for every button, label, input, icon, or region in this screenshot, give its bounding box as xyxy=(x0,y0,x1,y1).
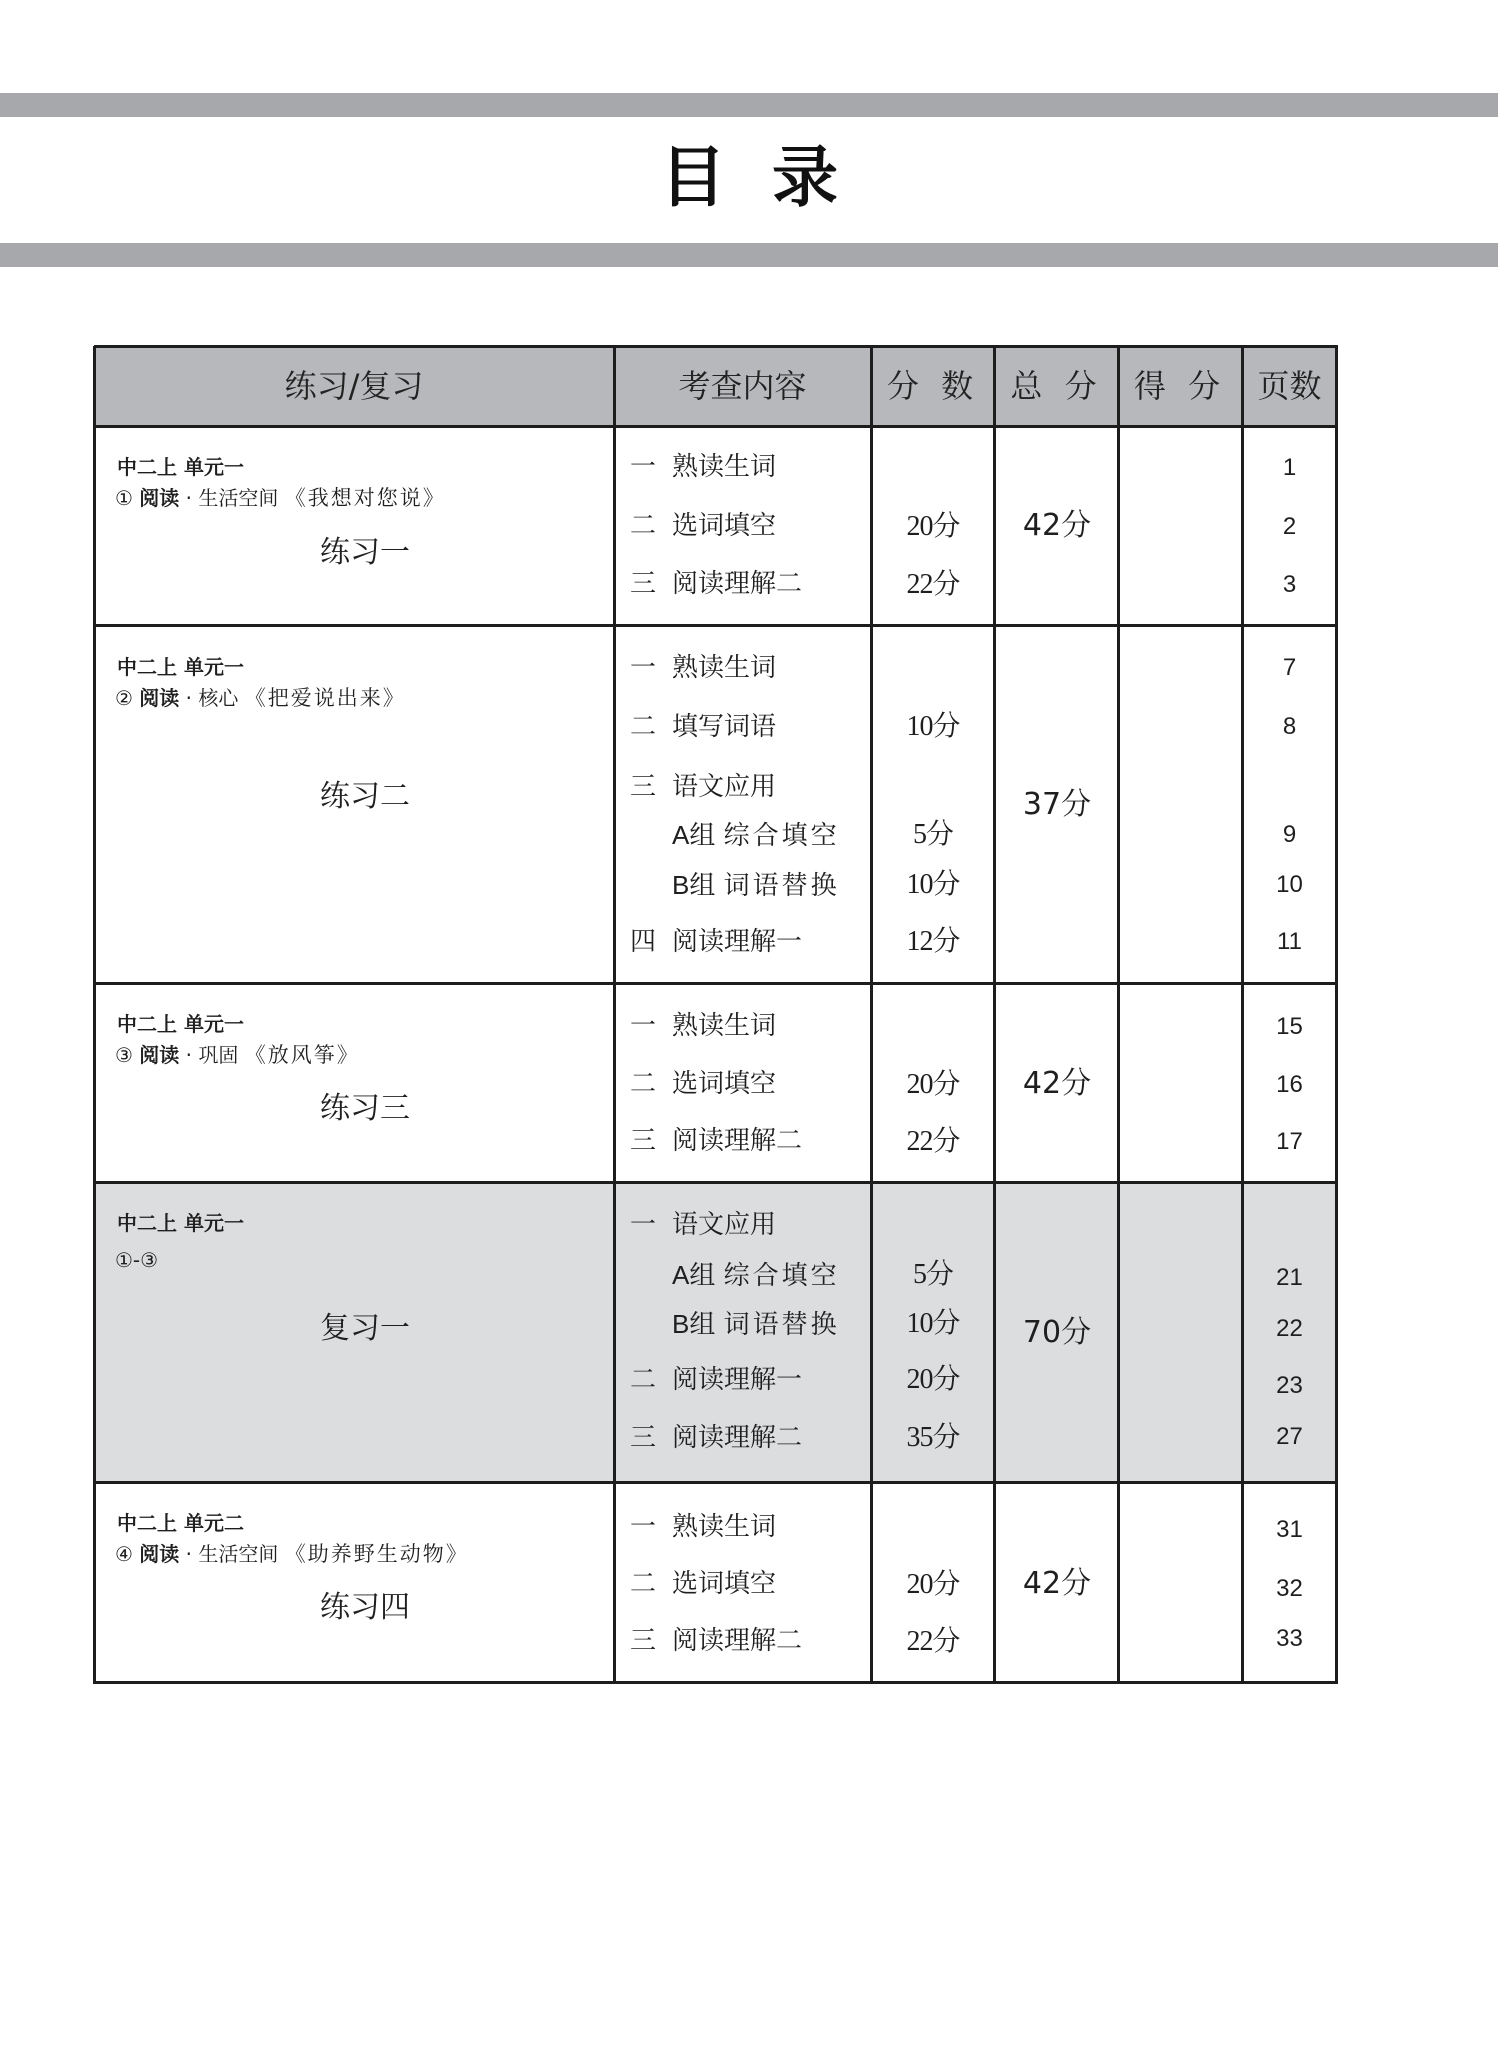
page-number[interactable]: 8 xyxy=(1282,713,1297,740)
table-border-top xyxy=(94,345,1338,348)
page-number[interactable]: 3 xyxy=(1282,571,1297,598)
lesson-category: 巩固 xyxy=(198,1043,239,1067)
lesson-number: ③ xyxy=(115,1043,133,1067)
content-subitem: A组 综合填空 xyxy=(672,1260,840,1291)
content-item: 三 阅读理解二 xyxy=(630,1126,803,1156)
earned-score-field[interactable] xyxy=(1121,1186,1241,1482)
total-score: 42分 xyxy=(1022,1066,1092,1101)
lesson-type: 阅读 xyxy=(139,486,180,510)
page-number[interactable]: 7 xyxy=(1282,654,1297,681)
item-score: 20分 xyxy=(906,1364,960,1395)
row-lesson xyxy=(115,1043,360,1067)
content-item: 二 选词填空 xyxy=(630,511,777,541)
top-band xyxy=(0,93,1498,117)
lesson-number: ④ xyxy=(115,1542,133,1566)
header-earned: 得 分 xyxy=(1133,367,1227,405)
item-score: 20分 xyxy=(906,511,960,542)
page-number[interactable]: 1 xyxy=(1282,454,1297,481)
lesson-number: ① xyxy=(115,486,133,510)
item-score: 12分 xyxy=(906,926,960,957)
page-title: 目录 xyxy=(660,139,884,216)
lesson-category: 生活空间 xyxy=(198,1542,279,1566)
page-number[interactable]: 32 xyxy=(1276,1575,1303,1602)
page-number[interactable]: 21 xyxy=(1276,1264,1303,1291)
page-number[interactable]: 31 xyxy=(1276,1516,1303,1543)
item-score: 20分 xyxy=(906,1069,960,1100)
content-item: 一 熟读生词 xyxy=(630,1512,777,1542)
row-divider xyxy=(94,425,1338,428)
item-score: 10分 xyxy=(906,1308,960,1339)
page-number[interactable]: 10 xyxy=(1276,871,1303,898)
column-divider xyxy=(613,346,616,1684)
column-divider xyxy=(1117,346,1120,1684)
item-score: 20分 xyxy=(906,1569,960,1600)
item-score: 10分 xyxy=(906,711,960,742)
exercise-title[interactable]: 练习一 xyxy=(320,535,410,570)
content-item: 二 选词填空 xyxy=(630,1069,777,1099)
lesson-number: ② xyxy=(115,686,133,710)
row-unit: 中二上 单元一 xyxy=(117,1211,244,1235)
page-number[interactable]: 16 xyxy=(1276,1071,1303,1098)
content-subitem: A组 综合填空 xyxy=(672,820,840,851)
page-number[interactable]: 23 xyxy=(1276,1372,1303,1399)
content-item: 一 熟读生词 xyxy=(630,1011,777,1041)
separator: · xyxy=(185,1043,193,1067)
page-number[interactable]: 27 xyxy=(1276,1423,1303,1450)
item-score: 5分 xyxy=(912,819,953,850)
content-item: 一 熟读生词 xyxy=(630,653,777,683)
earned-score-field[interactable] xyxy=(1121,1486,1241,1682)
table-border-bottom xyxy=(94,1681,1338,1684)
lesson-text-title: 《把爱说出来》 xyxy=(244,686,406,710)
lesson-type: 阅读 xyxy=(139,686,180,710)
content-subitem: B组 词语替换 xyxy=(672,870,840,901)
separator: · xyxy=(185,486,193,510)
lesson-category: 核心 xyxy=(198,686,239,710)
item-score: 22分 xyxy=(906,1626,960,1657)
header-total: 总 分 xyxy=(1010,367,1103,405)
header-score: 分 数 xyxy=(886,367,980,405)
lesson-type: 阅读 xyxy=(139,1542,180,1566)
row-unit: 中二上 单元一 xyxy=(117,655,244,679)
lesson-text-title: 《放风筝》 xyxy=(244,1043,360,1067)
header-page: 页数 xyxy=(1257,367,1322,405)
exercise-title[interactable]: 练习三 xyxy=(320,1091,410,1126)
lesson-type: 阅读 xyxy=(139,1043,180,1067)
content-item: 三 阅读理解二 xyxy=(630,1626,803,1656)
exercise-title[interactable]: 练习四 xyxy=(320,1590,410,1625)
content-item: 四 阅读理解一 xyxy=(630,927,803,957)
row-unit: 中二上 单元二 xyxy=(117,1511,244,1535)
total-score: 70分 xyxy=(1022,1315,1092,1350)
row-divider xyxy=(94,1481,1338,1484)
row-unit: 中二上 单元一 xyxy=(117,455,244,479)
earned-score-field[interactable] xyxy=(1121,987,1241,1182)
content-item: 三 阅读理解二 xyxy=(630,1423,803,1453)
column-divider xyxy=(993,346,996,1684)
item-score: 5分 xyxy=(912,1259,953,1290)
row-divider xyxy=(94,982,1338,985)
review-title[interactable]: 复习一 xyxy=(320,1311,410,1346)
table-border-right xyxy=(1335,346,1338,1684)
page-number[interactable]: 15 xyxy=(1276,1013,1303,1040)
column-divider xyxy=(870,346,873,1684)
content-item: 二 填写词语 xyxy=(630,712,777,742)
separator: · xyxy=(185,686,193,710)
content-item: 二 阅读理解一 xyxy=(630,1365,803,1395)
total-score: 37分 xyxy=(1022,787,1092,822)
content-subitem: B组 词语替换 xyxy=(672,1309,840,1340)
exercise-title[interactable]: 练习二 xyxy=(320,779,410,814)
column-divider xyxy=(1241,346,1244,1684)
table-border-left xyxy=(93,346,96,1684)
item-score: 10分 xyxy=(906,869,960,900)
page-number[interactable]: 9 xyxy=(1282,821,1297,848)
bottom-band xyxy=(0,243,1498,267)
row-lesson xyxy=(115,1542,469,1566)
content-item: 二 选词填空 xyxy=(630,1569,777,1599)
earned-score-field[interactable] xyxy=(1121,430,1241,625)
page-number[interactable]: 17 xyxy=(1276,1128,1303,1155)
item-score: 22分 xyxy=(906,569,960,600)
lesson-text-title: 《我想对您说》 xyxy=(284,486,446,510)
row-lesson-range: ①-③ xyxy=(115,1248,159,1272)
row-lesson xyxy=(115,486,446,510)
earned-score-field[interactable] xyxy=(1121,629,1241,983)
page-number[interactable]: 22 xyxy=(1276,1315,1303,1342)
content-item: 三 语文应用 xyxy=(630,772,777,802)
lesson-text-title: 《助养野生动物》 xyxy=(284,1542,469,1566)
row-lesson xyxy=(115,686,406,710)
total-score: 42分 xyxy=(1022,1566,1092,1601)
item-score: 22分 xyxy=(906,1126,960,1157)
total-score: 42分 xyxy=(1022,508,1092,543)
page-number[interactable]: 11 xyxy=(1277,928,1302,955)
header-content: 考查内容 xyxy=(678,367,807,405)
header-exercise: 练习/复习 xyxy=(284,367,424,405)
content-item: 三 阅读理解二 xyxy=(630,569,803,599)
item-score: 35分 xyxy=(906,1422,960,1453)
page-number[interactable]: 2 xyxy=(1282,513,1297,540)
content-item: 一 熟读生词 xyxy=(630,452,777,482)
content-item: 一 语文应用 xyxy=(630,1210,777,1240)
row-unit: 中二上 单元一 xyxy=(117,1012,244,1036)
lesson-category: 生活空间 xyxy=(198,486,279,510)
row-divider xyxy=(94,1181,1338,1184)
row-divider xyxy=(94,624,1338,627)
separator: · xyxy=(185,1542,193,1566)
page-number[interactable]: 33 xyxy=(1276,1625,1303,1652)
